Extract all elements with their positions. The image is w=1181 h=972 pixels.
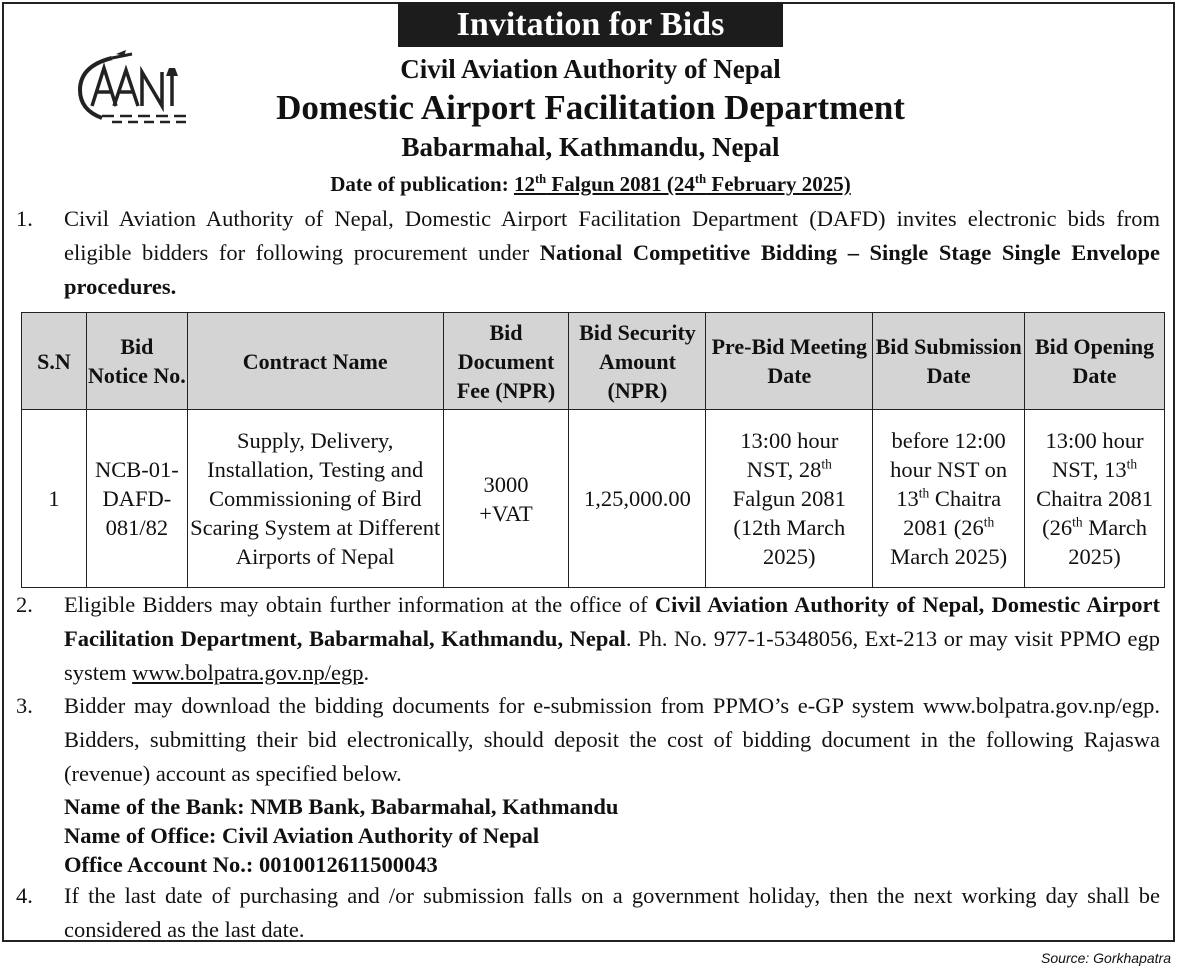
header-contract-name: Contract Name (187, 313, 443, 410)
cell-prebid: 13:00 hour NST, 28th Falgun 2081 (12th March 2025) (706, 410, 873, 588)
table-header-row (22, 313, 1165, 410)
cell-notice: NCB-01-DAFD-081/82 (86, 410, 187, 588)
header-sn: S.N (22, 313, 87, 410)
cell-submission: before 12:00 hour NST on 13th Chaitra 2081 (26th March 2025) (873, 410, 1025, 588)
para4-number: 4. (16, 883, 33, 908)
source-credit: Source: Gorkhapatra (1041, 950, 1171, 966)
para4-text: If the last date of purchasing and /or submission falls on a government holiday, then the next working day shall be considered as the last date. (64, 883, 1160, 942)
cell-opening: 13:00 hour NST, 13th Chaitra 2081 (26th March 2025) (1025, 410, 1165, 588)
bank-name: Name of the Bank: NMB Bank, Babarmahal, Kathmandu (64, 794, 619, 819)
header-opening-date: Bid Opening Date (1025, 313, 1165, 410)
para1-number: 1. (16, 206, 33, 231)
cell-sn: 1 (22, 410, 87, 588)
office-name: Name of Office: Civil Aviation Authority of Nepal (64, 823, 540, 848)
notice-title: Invitation for Bids (398, 2, 783, 47)
bid-table (21, 312, 1165, 588)
publication-date: Date of publication: 12th Falgun 2081 (24th February 2025) (330, 172, 851, 196)
cell-contract: Supply, Delivery, Installation, Testing and Commissioning of Bird Scaring System at Different Airports of Nepal (187, 410, 443, 588)
para2-number: 2. (16, 592, 33, 617)
egp-link[interactable]: www.bolpatra.gov.np/egp (132, 660, 364, 685)
para2-text: Eligible Bidders may obtain further information at the office of Civil Aviation Authority of Nepal, Domestic Airport Facilitation Department, Babarmahal, Kathmandu, Nepal. Ph. No. 977-1-5348056, Ext-213 or may visit PPMO egp system www.bolpatra.gov.np/egp. (64, 592, 1160, 685)
department-address: Babarmahal, Kathmandu, Nepal (401, 132, 780, 162)
header-document-fee: Bid Document Fee (NPR) (443, 313, 569, 410)
cell-security: 1,25,000.00 (569, 410, 706, 588)
organization-name: Civil Aviation Authority of Nepal (400, 54, 781, 84)
para1-text: Civil Aviation Authority of Nepal, Domestic Airport Facilitation Department (DAFD) invites electronic bids from eligible bidders for following procurement under National Competitive Bidding – Single Stage Single Envelope procedures. (64, 206, 1160, 299)
header-submission-date: Bid Submission Date (873, 313, 1025, 410)
header-bid-notice: Bid Notice No. (86, 313, 187, 410)
header-security-amount: Bid Security Amount (NPR) (569, 313, 706, 410)
para3-number: 3. (16, 693, 33, 718)
account-number: Office Account No.: 0010012611500043 (64, 852, 438, 877)
para3-text: Bidder may download the bidding documents for e-submission from PPMO’s e-GP system www.bolpatra.gov.np/egp. Bidders, submitting their bid electronically, should deposit the cost of bidding document in the following Rajaswa (revenue) account as specified below. (64, 693, 1160, 786)
cell-fee: 3000 +VAT (443, 410, 569, 588)
header-prebid-date: Pre-Bid Meeting Date (706, 313, 873, 410)
table-row (22, 410, 1165, 588)
department-name: Domestic Airport Facilitation Department (276, 88, 905, 127)
